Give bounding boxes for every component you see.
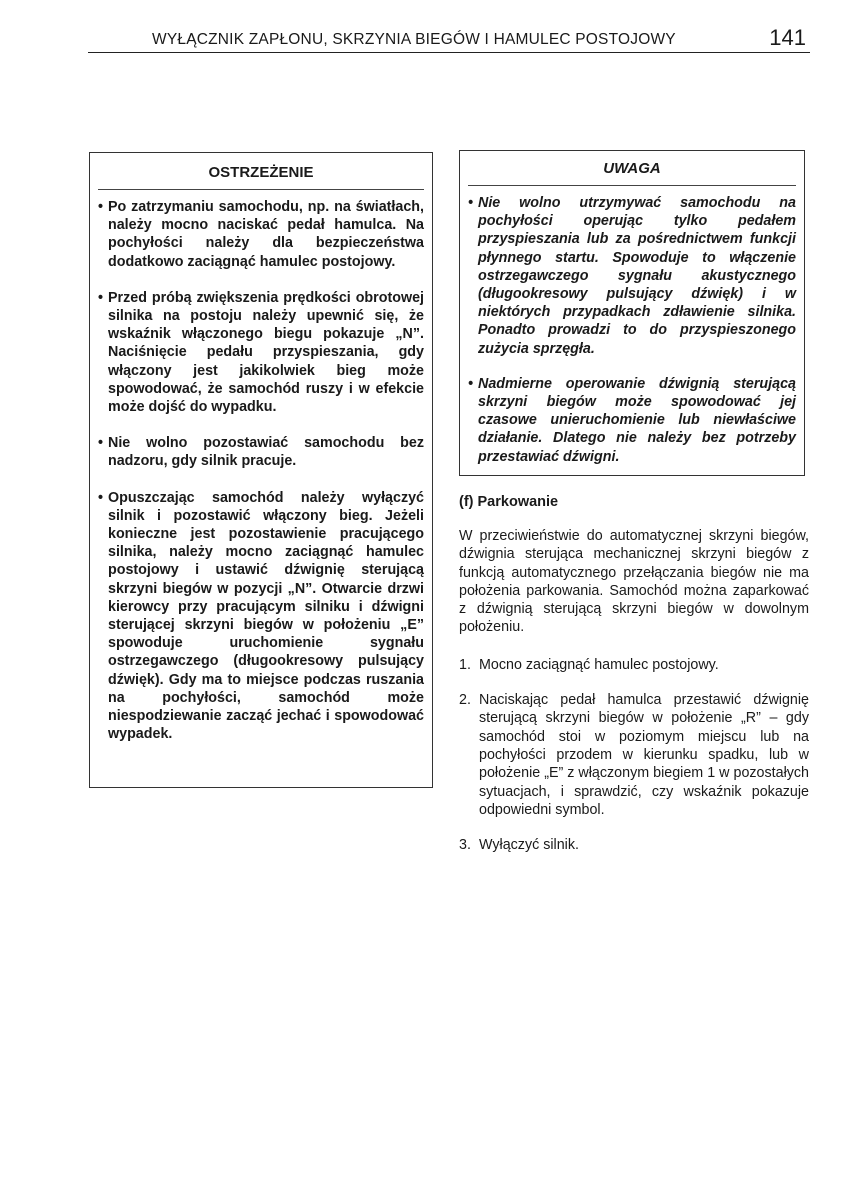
parking-step xyxy=(459,656,809,674)
caution-title: UWAGA xyxy=(468,157,796,186)
warning-item: • Przed próbą zwiększenia prędkości obrotowej silnika na postoju należy upewnić się, że wskaźnik włączonego biegu pokazuje „N”. Naciśnięcie pedału przyspieszania, gdy włączony jest jakikolwiek bieg może spowodować, że samochód ruszy i w efekcie może dojść do wypadku. xyxy=(98,289,424,416)
step-number: 1. xyxy=(459,656,471,673)
caution-list xyxy=(468,194,796,466)
step-number: 3. xyxy=(459,837,471,854)
warning-box xyxy=(89,152,433,788)
parking-title: (f) Parkowanie xyxy=(459,494,559,510)
step-text: Naciskając pedał hamulca przestawić dźwignię sterującą skrzyni biegów w położenie „R” – gdy samochód stoi w poziomym miejscu lub na pochyłości przodem w kierunku spadku, lub w położenie „E” z włączonym biegiem 1 w pozostałych sytuacjach, i sprawdzić, czy wskaźnik pokazuje odpowiedni symbol. xyxy=(479,692,809,818)
parking-intro: W przeciwieństwie do automatycznej skrzyni biegów, dźwignia sterująca mechanicznej skrzyni biegów z funkcją automatycznego przełączania biegów nie ma położenia parkowania. Samochód można zaparkować z dźwignią sterującą skrzyni biegów w dowolnym położeniu. xyxy=(459,528,809,636)
step-number: 2. xyxy=(459,692,471,709)
header-title: WYŁĄCZNIK ZAPŁONU, SKRZYNIA BIEGÓW I HAMULEC POSTOJOWY xyxy=(152,31,676,48)
warning-title: OSTRZEŻENIE xyxy=(98,161,424,190)
parking-steps xyxy=(459,656,809,855)
warning-list xyxy=(98,198,424,743)
caution-item: • Nie wolno utrzymywać samochodu na pochyłości operując tylko pedałem przyspieszania lub za pośrednictwem funkcji płynnego startu. Spowoduje to włączenie ostrzegawczego sygnału akustycznego (długookresowy pulsujący dźwięk) i w niektórych przypadkach zdławienie silnika. Ponadto prowadzi to do przyspieszonego zużycia sprzęgła. xyxy=(468,194,796,358)
caution-item: • Nadmierne operowanie dźwignią sterującą skrzyni biegów może spowodować jej czasowe unieruchomienie lub niewłaściwe działanie. Dlatego nie należy bez potrzeby przestawiać dźwigni. xyxy=(468,375,796,466)
page-header xyxy=(88,26,810,53)
warning-item: • Nie wolno pozostawiać samochodu bez nadzoru, gdy silnik pracuje. xyxy=(98,434,424,470)
step-text: Wyłączyć silnik. xyxy=(479,837,579,854)
warning-item: • Po zatrzymaniu samochodu, np. na światłach, należy mocno naciskać pedał hamulca. Na pochyłości należy dla bezpieczeństwa dodatkowo zaciągnąć hamulec postojowy. xyxy=(98,198,424,271)
caution-box xyxy=(459,150,805,476)
page-number: 141 xyxy=(769,25,806,50)
parking-step xyxy=(459,691,809,819)
step-text: Mocno zaciągnąć hamulec postojowy. xyxy=(479,656,719,673)
parking-section xyxy=(459,494,809,871)
parking-step xyxy=(459,836,809,854)
warning-item: • Opuszczając samochód należy wyłączyć silnik i pozostawić włączony bieg. Jeżeli konieczne jest pozostawienie pracującego silnika, należy mocno zaciągnąć hamulec postojowy i ustawić dźwignię sterującą skrzyni biegów w pozycji „N”. Otwarcie drzwi kierowcy przy pracującym silniku i dźwigni sterującej skrzyni biegów w położeniu „E” spowoduje uruchomienie sygnału ostrzegawczego (długookresowy pulsujący dźwięk). Gdy ma to miejsce podczas ruszania na pochyłości, samochód może niespodziewanie zacząć jechać i spowodować wypadek. xyxy=(98,489,424,744)
